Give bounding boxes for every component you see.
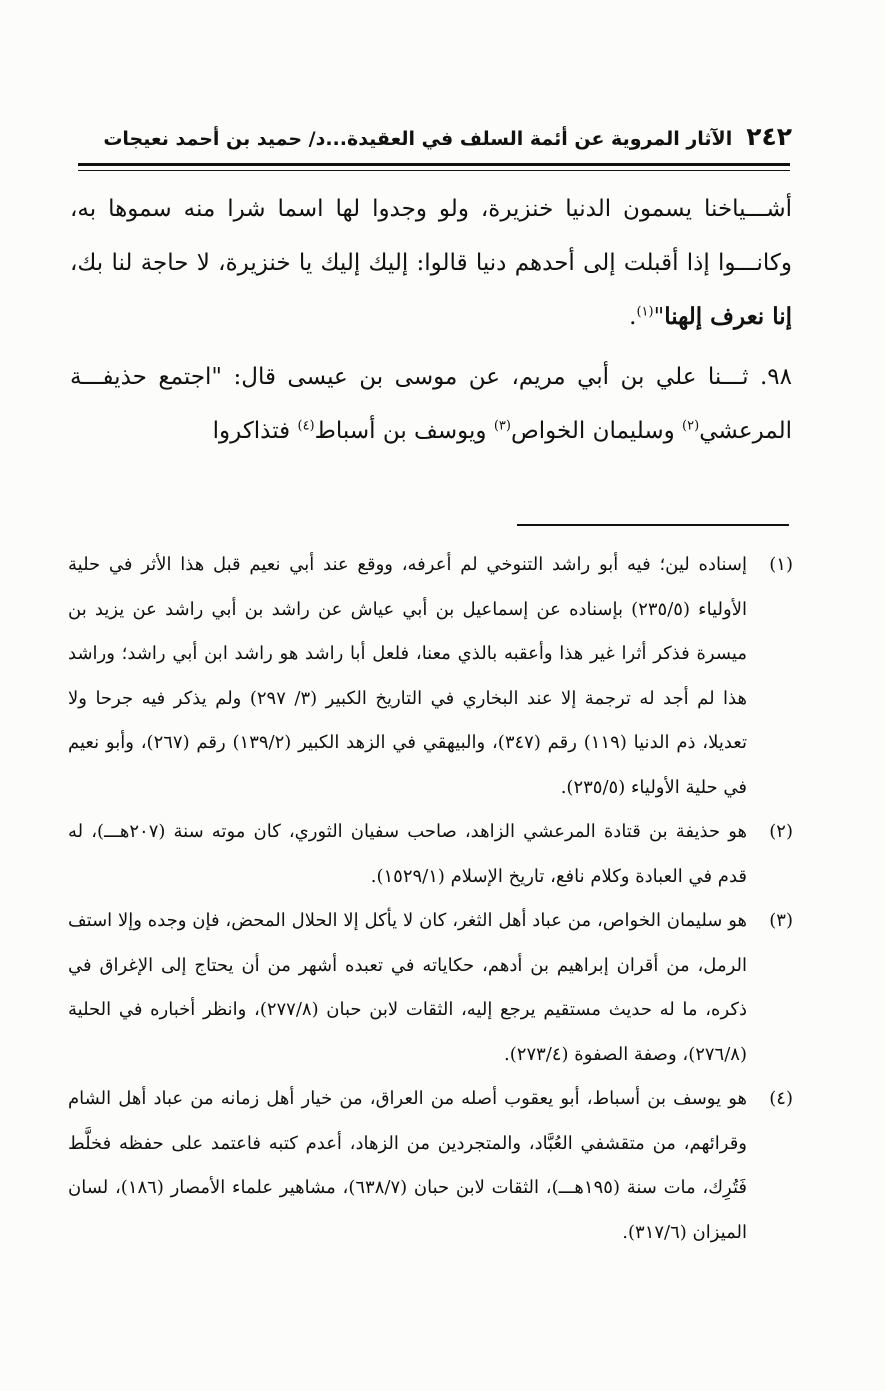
page-number: ٢٤٢ bbox=[746, 122, 792, 151]
page-header bbox=[70, 122, 792, 151]
footnote-number: (٤) bbox=[769, 1088, 793, 1109]
footnote-text: هو يوسف بن أسباط، أبو يعقوب أصله من العراق، من خيار أهل زمانه من عباد أهل الشام وقرائهم، من متقشفي العُبَّاد، والمتجردين من الزهاد، أعدم كتبه فاعتمد على حفظه فخلَّط فَتُرِك، مات سنة (١٩٥هـــ)، الثقات لابن حبان (٦٣٨/٧)، مشاهير علماء الأمصار (١٨٦)، لسان الميزان (٣١٧/٦). bbox=[68, 1088, 747, 1243]
closing-quote: " bbox=[653, 304, 665, 330]
footnote-text: هو حذيفة بن قتادة المرعشي الزاهد، صاحب سفيان الثوري، كان موته سنة (٢٠٧هـــ)، له قدم في العبادة وكلام نافع، تاريخ الإسلام (١٥٢٩/١). bbox=[68, 821, 747, 887]
paragraph-98 bbox=[70, 350, 792, 458]
running-title: الآثار المروية عن أئمة السلف في العقيدة...د/ حميد بن أحمد نعيجات bbox=[103, 128, 733, 150]
footnote-ref-1[interactable]: (١) bbox=[636, 304, 654, 320]
footnote-number: (٢) bbox=[769, 821, 793, 842]
paragraph-98-text-1: ثـــنا علي بن أبي مريم، عن موسى بن عيسى قال: "اجتمع حذيفـــة المرعشي bbox=[70, 364, 792, 444]
paragraph-98-text-3: ويوسف بن أسباط bbox=[314, 418, 494, 444]
footnote-3 bbox=[68, 899, 793, 1077]
paragraph-98-text-4: فتذاكروا bbox=[212, 418, 298, 444]
footnote-number: (١) bbox=[769, 554, 793, 575]
paragraph-1-text: أشـــياخنا يسمون الدنيا خنزيرة، ولو وجدوا لها اسما شرا منه سموها به، وكانـــوا إذا أقبلت إلى أحدهم دنيا قالوا: إليك إليك يا خنزيرة، لا حاجة لنا بك، bbox=[70, 196, 792, 276]
hadith-number: ٩٨. bbox=[759, 364, 792, 390]
footnotes bbox=[68, 543, 793, 1255]
footnote-text: إسناده لين؛ فيه أبو راشد التنوخي لم أعرفه، ووقع عند أبي نعيم قبل هذا الأثر في حلية الأولياء (٢٣٥/٥) بإسناده عن إسماعيل بن أبي عياش عن راشد بن أبي راشد عن يزيد بن ميسرة فذكر أثرا غير هذا وأعقبه بالذي معنا، فلعل أبا راشد هو راشد ابن أبي راشد؛ وراشد هذا لم أجد له ترجمة إلا عند البخاري في التاريخ الكبير (٣/ ٢٩٧) ولم يذكر فيه جرحا ولا تعديلا، ذم الدنيا (١١٩) رقم (٣٤٧)، والبيهقي في الزهد الكبير (١٣٩/٢) رقم (٢٦٧)، وأبو نعيم في حلية الأولياء (٢٣٥/٥). bbox=[68, 554, 747, 798]
footnote-text: هو سليمان الخواص، من عباد أهل الثغر، كان لا يأكل إلا الحلال المحض، فإن وجده وإلا استف الرمل، من أقران إبراهيم بن أدهم، حكاياته في تعبده أشهر من أن يحتاج إلى الإغراق في ذكره، ما له حديث مستقيم يرجع إليه، الثقات لابن حبان (٢٧٧/٨)، وانظر أخباره في الحلية (٢٧٦/٨)، وصفة الصفوة (٢٧٣/٤). bbox=[68, 910, 747, 1065]
footnote-separator bbox=[517, 524, 789, 526]
footnote-ref-4[interactable]: (٤) bbox=[297, 418, 315, 434]
paragraph-98-text-2: وسليمان الخواص bbox=[510, 418, 683, 444]
header-rule-thin bbox=[78, 170, 790, 171]
footnote-ref-3[interactable]: (٣) bbox=[493, 418, 511, 434]
footnote-ref-2[interactable]: (٢) bbox=[682, 418, 700, 434]
footnote-1 bbox=[68, 543, 793, 810]
footnote-4 bbox=[68, 1077, 793, 1255]
header-rule-thick bbox=[78, 163, 790, 166]
main-text bbox=[70, 182, 792, 458]
paragraph-1 bbox=[70, 182, 792, 344]
footnote-2 bbox=[68, 810, 793, 899]
emphasized-phrase: إنا نعرف إلهنا bbox=[664, 303, 792, 330]
footnote-number: (٣) bbox=[769, 910, 793, 931]
paragraph-1-end: . bbox=[629, 304, 637, 330]
